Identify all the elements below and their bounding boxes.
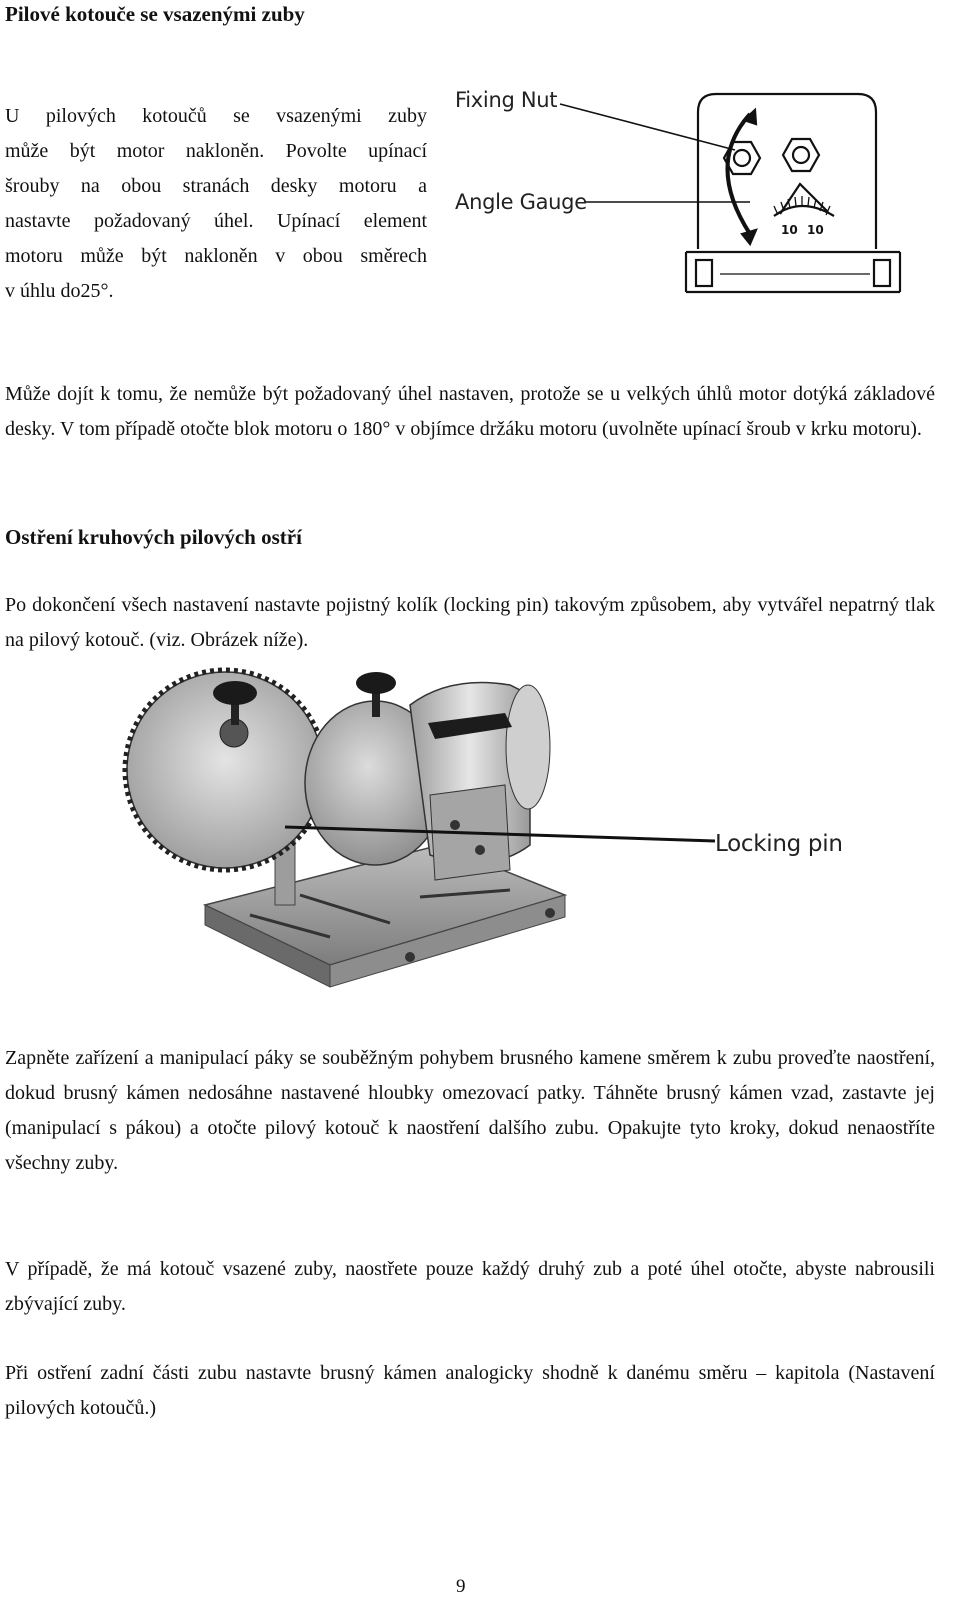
- sharpening-procedure-paragraph: Zapněte zařízení a manipulací páky se souběžným pohybem brusného kamene směrem k zubu proveďte naostření, dokud brusný kámen nedosáhne nastavené hloubky omezovací patky. Táhněte brusný kámen vzad, zastavte jej (manipulací s pákou) a otočte pilový kotouč k naostření dalšího zubu. Opakujte tyto kroky, dokud nenaostříte všechny zuby.: [5, 1047, 935, 1174]
- back-of-tooth-paragraph: Při ostření zadní části zubu nastavte brusný kámen analogicky shodně k danému směru – kapitola (Nastavení pilových kotoučů.): [5, 1362, 935, 1419]
- intro-paragraph: [5, 99, 427, 309]
- gauge-scale-right: 10: [807, 223, 824, 237]
- intro-line: nastavte požadovaný úhel. Upínací element: [5, 210, 427, 232]
- section-heading-sharpening: Ostření kruhových pilových ostří: [5, 525, 302, 549]
- intro-line: šrouby na obou stranách desky motoru a: [5, 175, 427, 197]
- intro-line: motoru může být nakloněn v obou směrech: [5, 245, 427, 267]
- figure-angle-gauge: [450, 84, 910, 300]
- page-number: 9: [456, 1576, 466, 1597]
- intro-line: U pilových kotoučů se vsazenými zuby: [5, 105, 427, 127]
- inserted-teeth-paragraph: V případě, že má kotouč vsazené zuby, naostřete pouze každý druhý zub a poté úhel otočte, abyste nabrousili zbývající zuby.: [5, 1258, 935, 1315]
- section-heading-inserted-teeth: Pilové kotouče se vsazenými zuby: [5, 2, 305, 26]
- intro-line: může být motor nakloněn. Povolte upínací: [5, 140, 427, 162]
- gauge-scale-left: 10: [781, 223, 798, 237]
- figure-sharpener-machine: [110, 665, 860, 1010]
- locking-pin-paragraph: Po dokončení všech nastavení nastavte pojistný kolík (locking pin) takovým způsobem, aby vytvářel nepatrný tlak na pilový kotouč. (viz. Obrázek níže).: [5, 594, 935, 651]
- angle-gauge-label: Angle Gauge: [455, 190, 587, 214]
- rotation-paragraph: Může dojít k tomu, že nemůže být požadovaný úhel nastaven, protože se u velkých úhlů motor dotýká základové desky. V tom případě otočte blok motoru o 180° v objímce držáku motoru (uvolněte upínací šroub v krku motoru).: [5, 383, 935, 440]
- locking-pin-label: Locking pin: [715, 831, 843, 857]
- fixing-nut-label: Fixing Nut: [455, 88, 558, 112]
- intro-line: v úhlu do25°.: [5, 280, 114, 302]
